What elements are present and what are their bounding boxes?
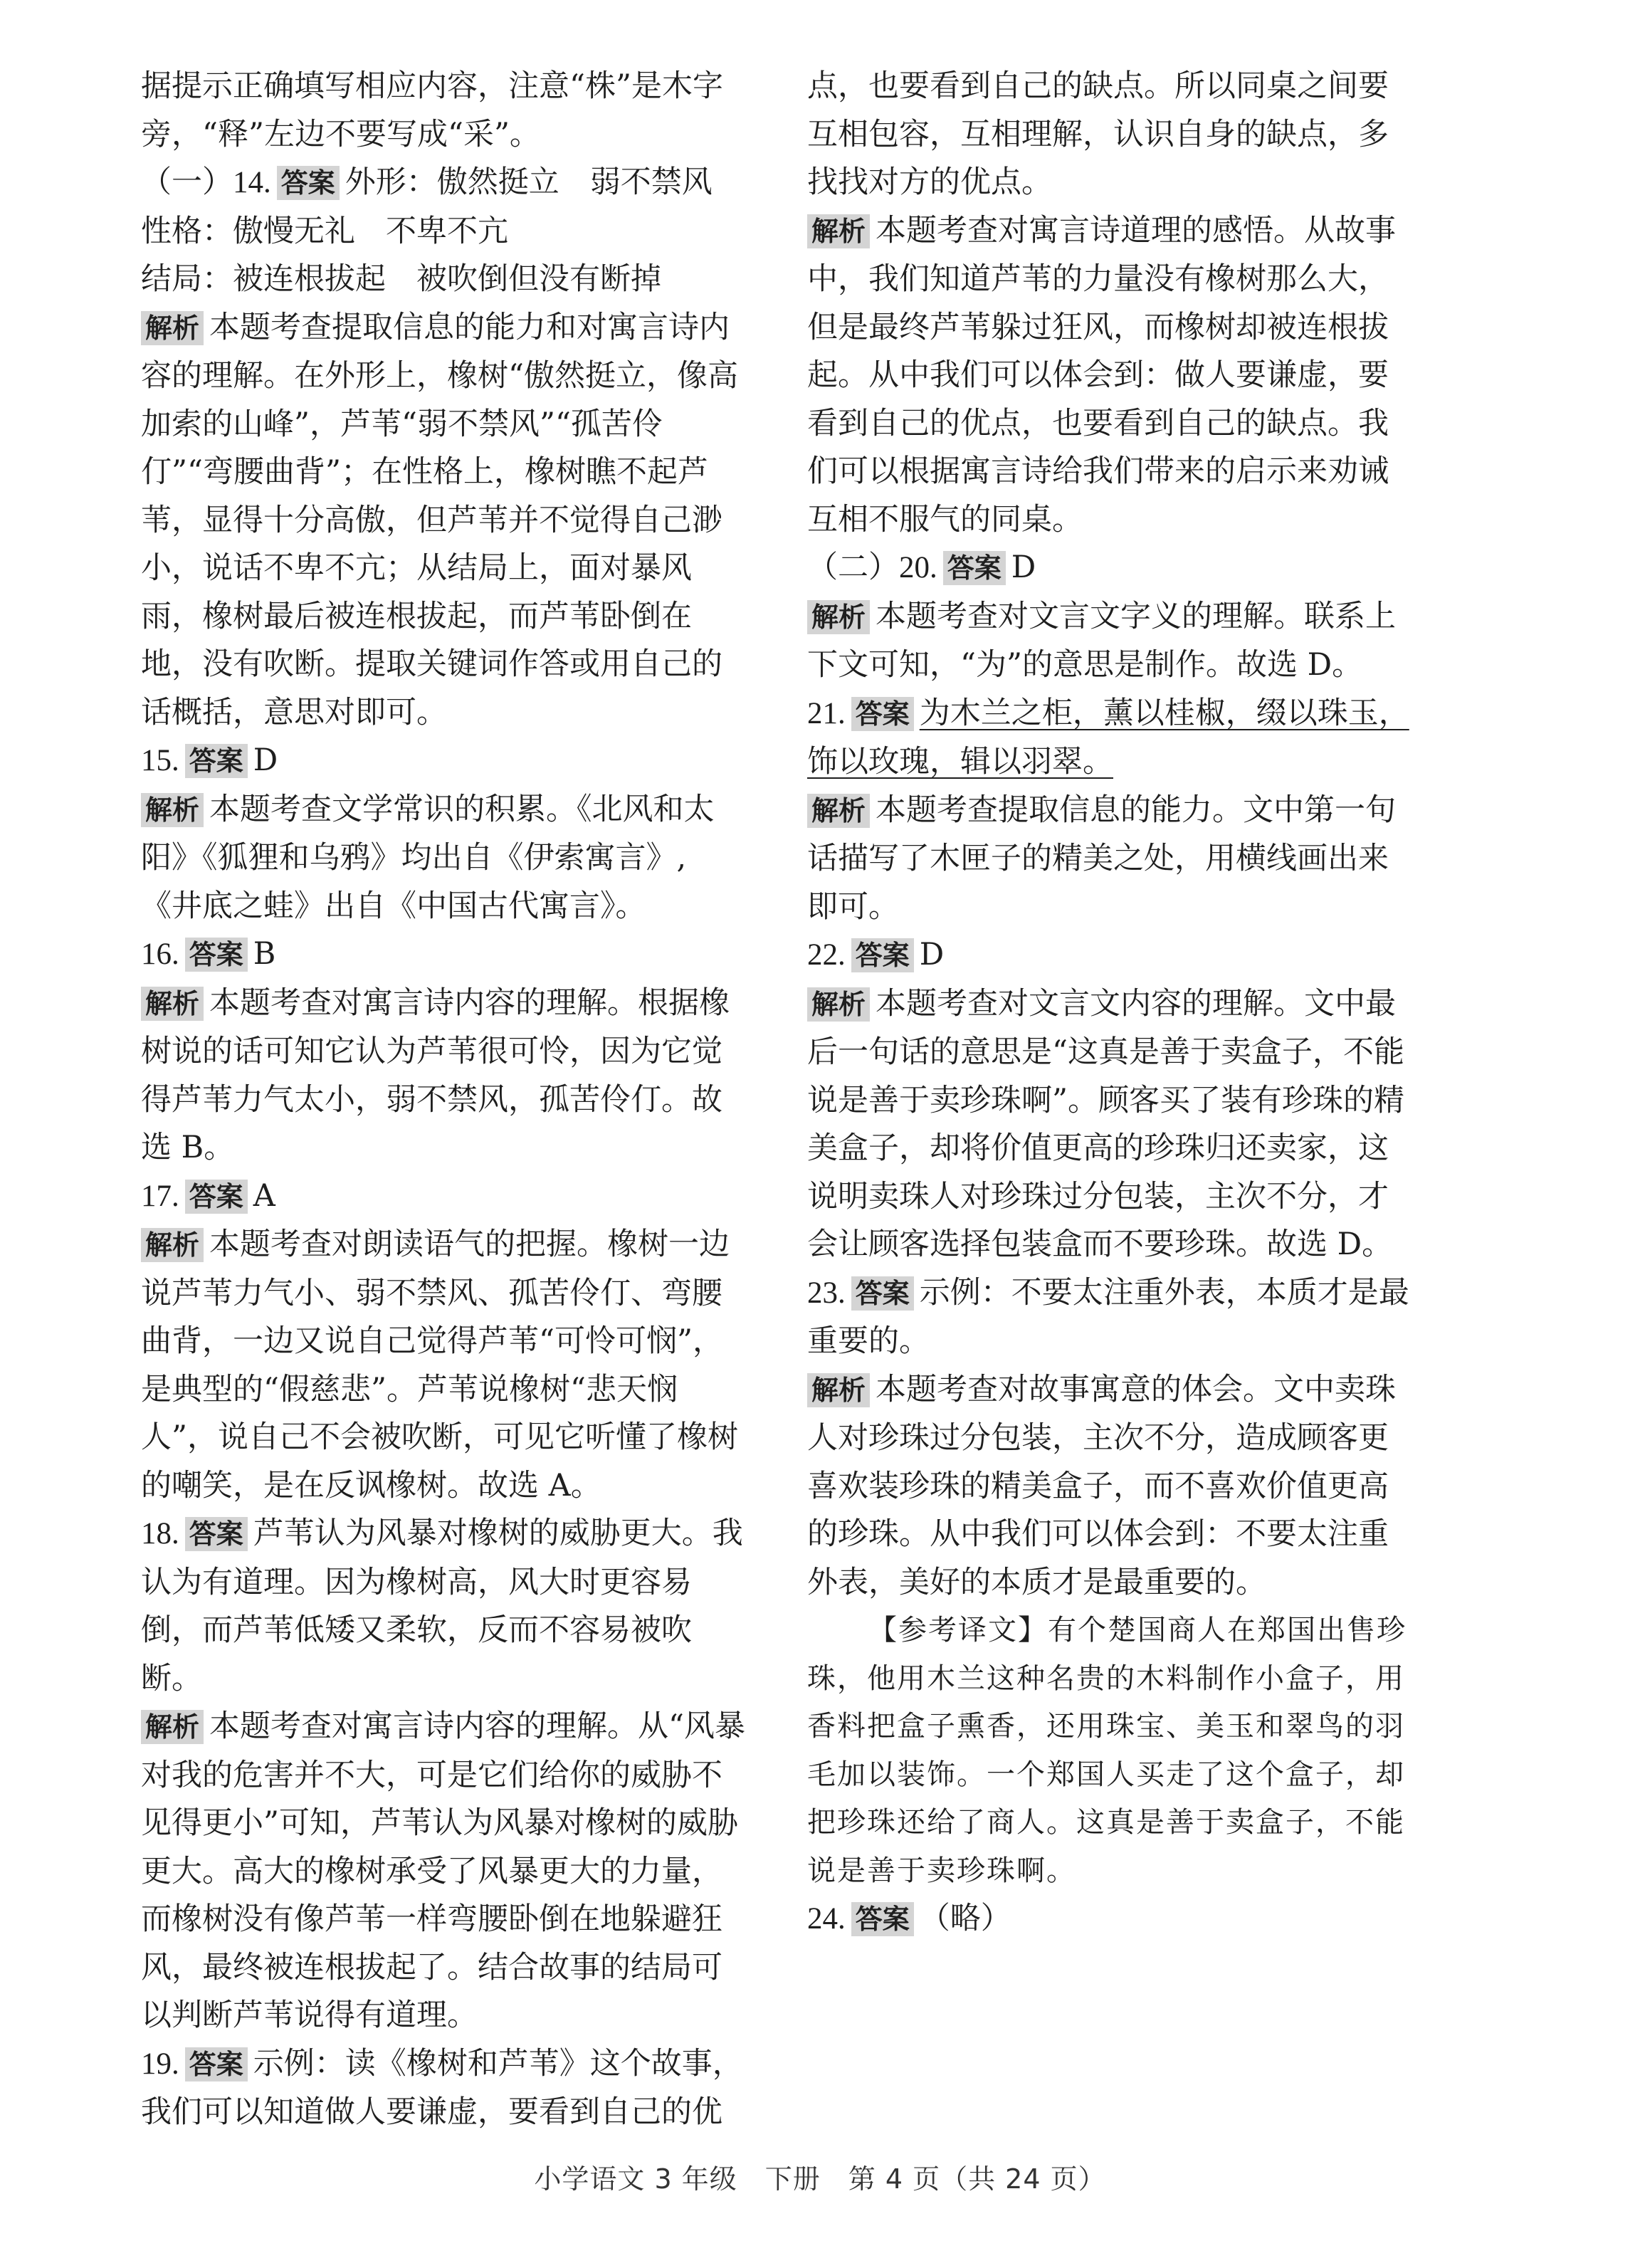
answer-tag: 答案 [277, 166, 340, 200]
q15-analysis-text: 本题考查文学常识的积累。《北风和太阳》《狐狸和乌鸦》均出自《伊索寓言》,《井底之蛙》出自《中国古代寓言》。 [141, 791, 715, 924]
q24-answer [807, 1895, 1414, 1944]
page-footer: 小学语文 3 年级 下册 第 4 页（共 24 页） [534, 2163, 1106, 2195]
q22-analysis [807, 980, 1414, 1269]
q17-analysis-text: 本题考查对朗读语气的把握。橡树一边说芦苇力气小、弱不禁风、孤苦伶仃、弯腰曲背，一边又说自己觉得芦苇“可怜可悯”，是典型的“假慈悲”。芦苇说橡树“悲天悯人”，说自己不会被吹断，可见它听懂了橡树的嘲笑，是在反讽橡树。故选 A。 [141, 1227, 738, 1503]
q20-number: （二）20. [807, 551, 937, 584]
reference-translation [807, 1607, 1414, 1895]
analysis-tag: 解析 [141, 1228, 204, 1262]
answer-tag: 答案 [185, 1517, 248, 1551]
q18-analysis [141, 1703, 747, 2040]
q15-answer [141, 737, 747, 786]
q14-answer [141, 159, 747, 208]
q14-answer-line3: 结局：被连根拔起 被吹倒但没有断掉 [141, 261, 661, 297]
q14-analysis-text: 本题考查提取信息的能力和对寓言诗内容的理解。在外形上，橡树“傲然挺立，像高加索的山峰”，芦苇“弱不禁风”“孤苦伶仃”“弯腰曲背”；在性格上，橡树瞧不起芦苇，显得十分高傲，但芦苇并不觉得自己渺小，说话不卑不亢；从结局上，面对暴风雨，橡树最后被连根拔起，而芦苇卧倒在地，没有吹断。提取关键词作答或用自己的话概括，意思对即可。 [141, 309, 738, 730]
q22-answer [807, 931, 1414, 980]
q15-analysis [141, 786, 747, 931]
q23-analysis [807, 1366, 1414, 1607]
q19-analysis [807, 207, 1414, 545]
q14-answer-line2: 性格：傲慢无礼 不卑不亢 [141, 213, 508, 249]
left-column [141, 63, 747, 2137]
answer-tag: 答案 [185, 2047, 248, 2081]
q24-answer-text: （略） [919, 1901, 1011, 1936]
q20-answer [807, 544, 1414, 593]
analysis-tag: 解析 [141, 793, 204, 827]
q17-number: 17. [141, 1179, 179, 1213]
q22-answer-text: D [919, 937, 945, 972]
answer-tag: 答案 [185, 1180, 248, 1214]
q20-analysis-text: 本题考查对文言文字义的理解。联系上下文可知，“为”的意思是制作。故选 D。 [807, 598, 1397, 683]
q19-number: 19. [141, 2047, 179, 2081]
answer-tag: 答案 [851, 938, 914, 972]
q14-analysis [141, 304, 747, 737]
analysis-tag: 解析 [807, 987, 870, 1022]
q18-number: 18. [141, 1517, 179, 1550]
translation-title: 【参考译文】 [868, 1614, 1048, 1647]
continued-analysis-13: 据提示正确填写相应内容，注意“株”是木字旁，“释”左边不要写成“采”。 [141, 68, 723, 152]
q22-analysis-text: 本题考查对文言文内容的理解。文中最后一句话的意思是“这真是善于卖盒子，不能说是善于卖珍珠啊”。顾客买了装有珍珠的精美盒子，却将价值更高的珍珠归还卖家，这说明卖珠人对珍珠过分包装，主次不分，才会让顾客选择包装盒而不要珍珠。故选 D。 [807, 985, 1404, 1262]
answer-tag: 答案 [851, 697, 914, 731]
translation-text: 有个楚国商人在郑国出售珍珠，他用木兰这种名贵的木料制作小盒子，用香料把盒子熏香，还用珠宝、美玉和翠鸟的羽毛加以装饰。一个郑国人买走了这个盒子，却把珍珠还给了商人。这真是善于卖盒子，不能说是善于卖珍珠啊。 [807, 1614, 1407, 1887]
q18-analysis-text: 本题考查对寓言诗内容的理解。从“风暴对我的危害并不大，可是它们给你的威胁不见得更小”可知，芦苇认为风暴对橡树的威胁更大。高大的橡树承受了风暴更大的力量，而橡树没有像芦苇一样弯腰卧倒在地躲避狂风，最终被连根拔起了。结合故事的结局可以判断芦苇说得有道理。 [141, 1708, 745, 2033]
q23-number: 23. [807, 1276, 846, 1310]
q17-answer [141, 1172, 747, 1222]
q19-analysis-text: 本题考查对寓言诗道理的感悟。从故事中，我们知道芦苇的力量没有橡树那么大，但是最终芦苇躲过狂风，而橡树却被连根拔起。从中我们可以体会到：做人要谦虚，要看到自己的优点，也要看到自己的缺点。我们可以根据寓言诗给我们带来的启示来劝诫互相不服气的同桌。 [807, 212, 1397, 537]
q21-number: 21. [807, 696, 846, 730]
q16-answer [141, 930, 747, 980]
q15-answer-text: D [253, 742, 278, 778]
analysis-tag: 解析 [141, 1710, 204, 1744]
q20-analysis [807, 593, 1414, 690]
analysis-tag: 解析 [807, 600, 870, 634]
q16-answer-text: B [253, 936, 276, 972]
q14-answer-line1: 外形：傲然挺立 弱不禁风 [345, 164, 713, 200]
q21-analysis-text: 本题考查提取信息的能力。文中第一句话描写了木匣子的精美之处，用横线画出来即可。 [807, 792, 1397, 925]
q20-answer-text: D [1011, 550, 1036, 585]
q16-analysis [141, 980, 747, 1172]
answer-tag: 答案 [943, 551, 1006, 585]
q18-answer-text: 芦苇认为风暴对橡树的威胁更大。我认为有道理。因为橡树高，风大时更容易倒，而芦苇低矮又柔软，反而不容易被吹断。 [141, 1516, 743, 1696]
q17-analysis [141, 1221, 747, 1510]
q14-number: （一）14. [141, 166, 271, 199]
q23-answer [807, 1269, 1414, 1366]
analysis-tag: 解析 [807, 794, 870, 828]
q16-analysis-text: 本题考查对寓言诗内容的理解。根据橡树说的话可知它认为芦苇很可怜，因为它觉得芦苇力气太小，弱不禁风，孤苦伶仃。故选 B。 [141, 985, 730, 1165]
answer-tag: 答案 [185, 938, 248, 972]
analysis-tag: 解析 [141, 311, 204, 345]
answer-tag: 答案 [851, 1276, 914, 1311]
q22-number: 22. [807, 938, 846, 972]
q15-number: 15. [141, 744, 179, 777]
q18-answer [141, 1510, 747, 1703]
q19-answer-text: 示例：读《橡树和芦苇》这个故事，我们可以知道做人要谦虚，要看到自己的优 [141, 2045, 743, 2130]
analysis-tag: 解析 [807, 1373, 870, 1407]
q21-answer [807, 690, 1414, 787]
answer-tag: 答案 [851, 1902, 914, 1936]
q17-answer-text: A [253, 1177, 275, 1214]
q24-number: 24. [807, 1902, 846, 1936]
answer-tag: 答案 [185, 744, 248, 778]
analysis-tag: 解析 [807, 214, 870, 248]
right-column [807, 63, 1414, 1944]
q19-answer [141, 2040, 747, 2137]
q23-analysis-text: 本题考查对故事寓意的体会。文中卖珠人对珍珠过分包装，主次不分，造成顾客更喜欢装珍珠的精美盒子，而不喜欢价值更高的珍珠。从中我们可以体会到：不要太注重外表，美好的本质才是最重要的。 [807, 1371, 1397, 1600]
analysis-tag: 解析 [141, 987, 204, 1021]
q19-answer-continued: 点，也要看到自己的缺点。所以同桌之间要互相包容，互相理解，认识自身的缺点，多找找对方的优点。 [807, 68, 1389, 200]
q21-analysis [807, 787, 1414, 932]
q21-answer-text: 为木兰之柜，薰以桂椒，缀以珠玉，饰以玫瑰，辑以羽翠。 [807, 695, 1409, 779]
q23-answer-text: 示例：不要太注重外表，本质才是最重要的。 [807, 1274, 1409, 1359]
q16-number: 16. [141, 938, 179, 971]
